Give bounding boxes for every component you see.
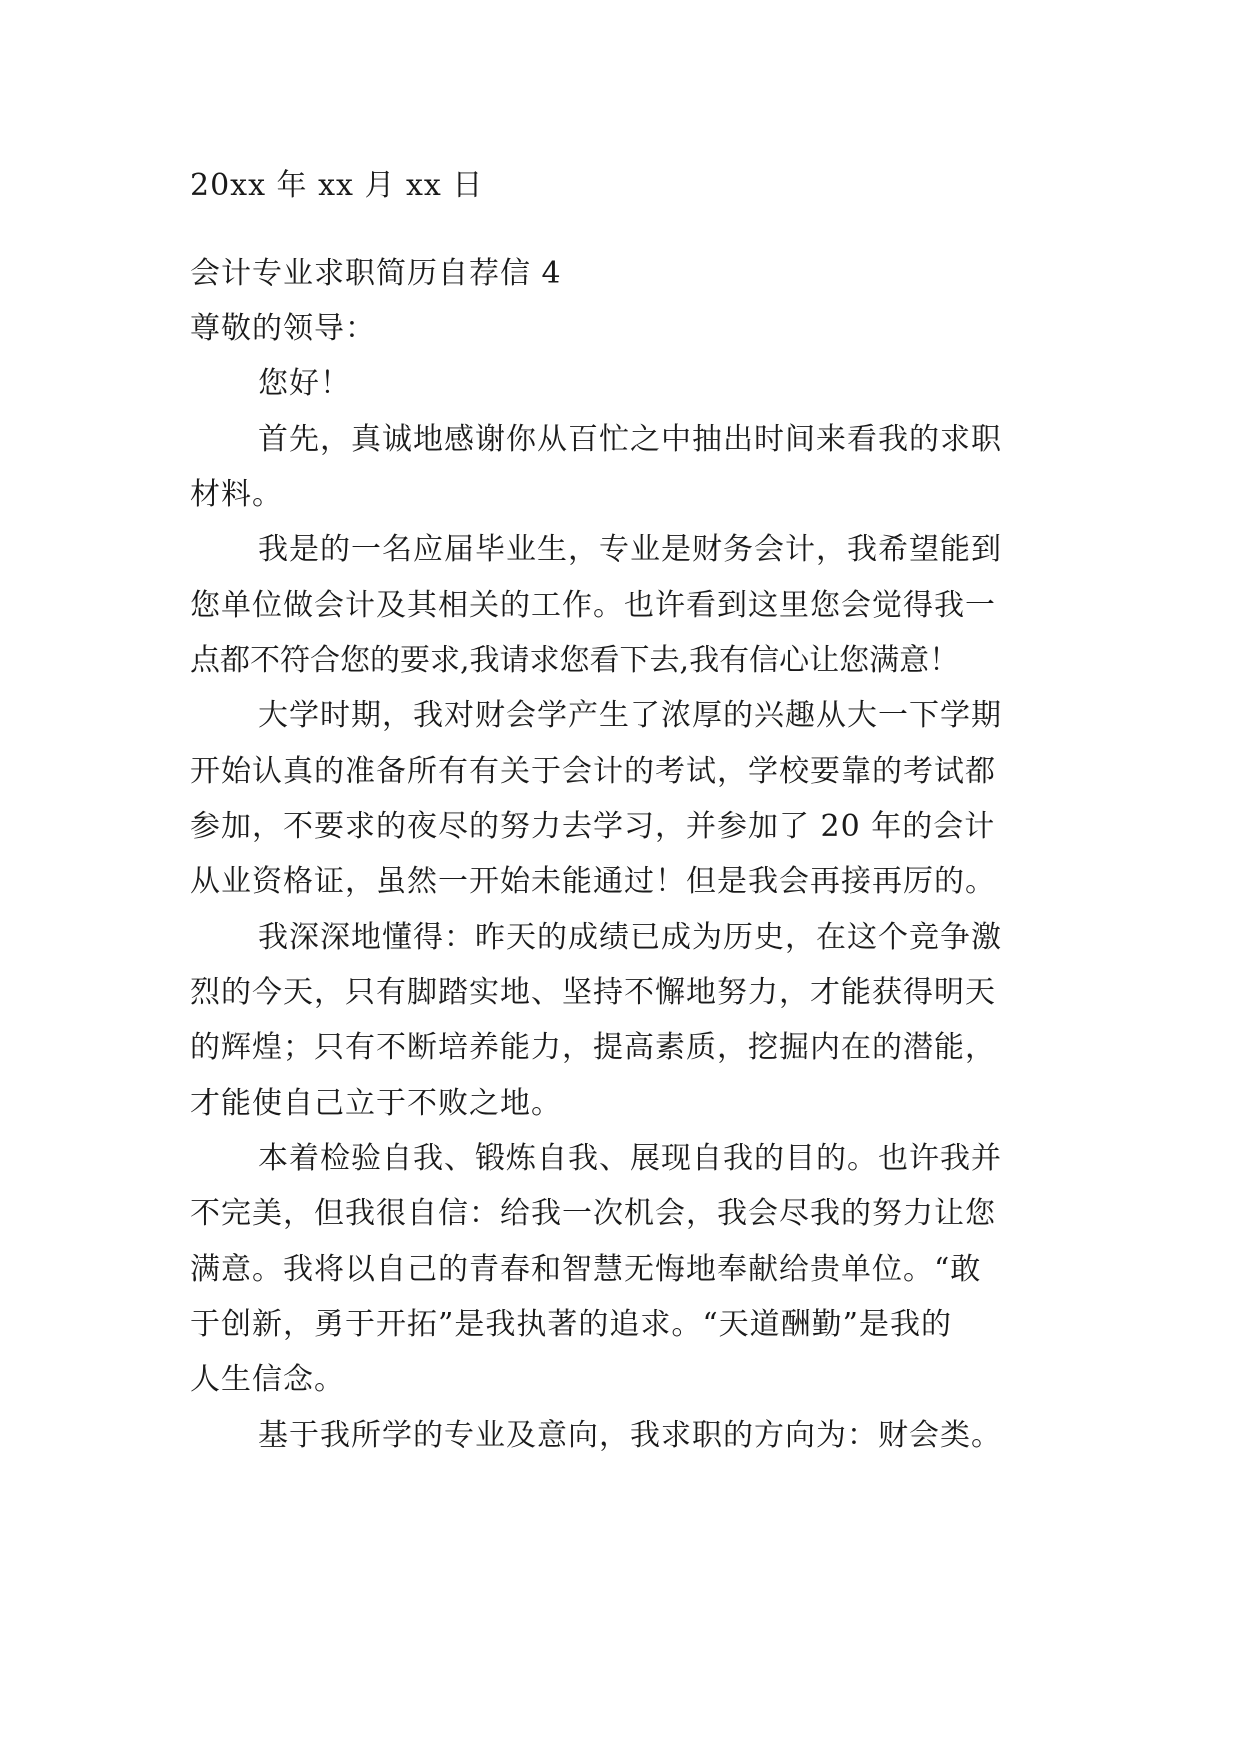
paragraph-line: 首先，真诚地感谢你从百忙之中抽出时间来看我的求职 bbox=[258, 422, 1002, 457]
paragraph-line: 参加，不要求的夜尽的努力去学习，并参加了 20 年的会计 bbox=[190, 809, 996, 844]
paragraph-line: 从业资格证，虽然一开始未能通过！但是我会再接再厉的。 bbox=[190, 864, 996, 899]
paragraph-line: 开始认真的准备所有有关于会计的考试，学校要靠的考试都 bbox=[190, 754, 996, 789]
paragraph-line: 烈的今天，只有脚踏实地、坚持不懈地努力，才能获得明天 bbox=[190, 975, 996, 1010]
paragraph-line: 人生信念。 bbox=[190, 1362, 345, 1397]
paragraph-line: 点都不符合您的要求,我请求您看下去,我有信心让您满意！ bbox=[190, 643, 960, 678]
letter-salutation: 尊敬的领导： bbox=[190, 311, 376, 346]
paragraph-line: 才能使自己立于不败之地。 bbox=[190, 1086, 562, 1121]
paragraph-line: 的辉煌；只有不断培养能力，提高素质，挖掘内在的潜能， bbox=[190, 1030, 996, 1065]
paragraph-line: 于创新，勇于开拓”是我执著的追求。“天道酬勤”是我的 bbox=[190, 1307, 953, 1342]
paragraph-line: 满意。我将以自己的青春和智慧无悔地奉献给贵单位。“敢 bbox=[190, 1252, 982, 1287]
paragraph-line: 我深深地懂得：昨天的成绩已成为历史，在这个竞争激 bbox=[258, 920, 1002, 955]
paragraph-line: 不完美，但我很自信：给我一次机会，我会尽我的努力让您 bbox=[190, 1196, 996, 1231]
paragraph-line: 材料。 bbox=[190, 477, 283, 512]
letter-greeting: 您好！ bbox=[258, 366, 351, 401]
paragraph-line: 我是的一名应届毕业生，专业是财务会计，我希望能到 bbox=[258, 532, 1002, 567]
letter-date: 20xx 年 xx 月 xx 日 bbox=[190, 168, 484, 203]
paragraph-line: 基于我所学的专业及意向，我求职的方向为：财会类。 bbox=[258, 1418, 1002, 1453]
letter-title: 会计专业求职简历自荐信 4 bbox=[190, 256, 562, 291]
paragraph-line: 您单位做会计及其相关的工作。也许看到这里您会觉得我一 bbox=[190, 588, 996, 623]
paragraph-line: 本着检验自我、锻炼自我、展现自我的目的。也许我并 bbox=[258, 1141, 1002, 1176]
paragraph-line: 大学时期，我对财会学产生了浓厚的兴趣从大一下学期 bbox=[258, 698, 1002, 733]
